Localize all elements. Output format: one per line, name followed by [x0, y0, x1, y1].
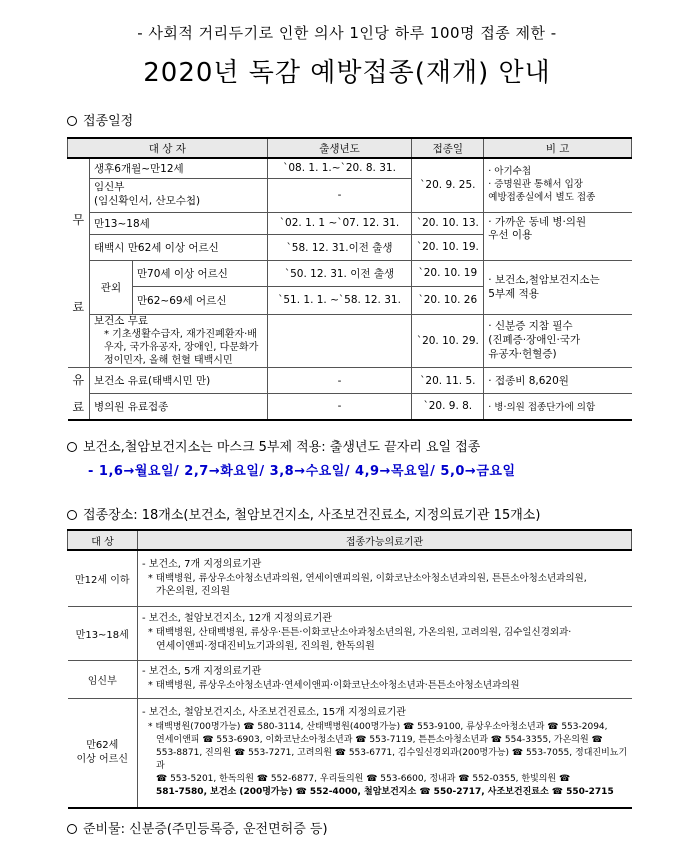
table-cell: `20. 10. 29. — [412, 314, 484, 368]
table-cell: `20. 10. 19 — [412, 260, 484, 286]
circle-bullet-icon — [67, 442, 77, 452]
table-cell: - 보건소, 5개 지정의료기관 * 태백병원, 류상우소아청소년과·연세이앤피·이화코난소아청소년과·튼튼소아청소년과의원 — [138, 660, 632, 698]
col-header-birth: 출생년도 — [267, 138, 412, 158]
table-cell: 만12세 이하 — [68, 550, 138, 606]
table-cell: `58. 12. 31.이전 출생 — [267, 234, 412, 260]
table-cell: - — [267, 394, 412, 420]
col-header-target: 대 상 자 — [68, 138, 268, 158]
location-table — [67, 529, 632, 809]
section-prep-heading: 준비물: 신분증(주민등록증, 운전면허증 등) — [67, 818, 328, 837]
table-cell: `08. 1. 1.~`20. 8. 31. — [267, 158, 412, 178]
table-cell: 만13~18세 — [89, 212, 267, 234]
table-cell: 만62세 이상 어르신 — [68, 698, 138, 808]
table-cell: `20. 9. 8. — [412, 394, 484, 420]
table-cell: - 보건소, 철암보건지소, 12개 지정의료기관 * 태백병원, 산태백병원, 류상우·튼튼·이화코난소아과청소년의원, 가온의원, 고려의원, 김수일신경외과· 연세이앤피·정대진비뇨기과의원, 진의원, 한독의원 — [138, 606, 632, 660]
group-paid: 유 료 — [68, 368, 90, 420]
col-header-target: 대 상 — [68, 530, 138, 550]
table-cell: 생후6개월~만12세 — [89, 158, 267, 178]
table-cell: · 접종비 8,620원 — [484, 368, 632, 394]
table-cell: `20. 11. 5. — [412, 368, 484, 394]
table-cell: · 병·의원 접종단가에 의함 — [484, 394, 632, 420]
subtitle: - 사회적 거리두기로 인한 의사 1인당 하루 100명 접종 제한 - — [137, 24, 557, 42]
table-cell: 보건소 유료(태백시민 만) — [89, 368, 267, 394]
table-cell: `50. 12. 31. 이전 출생 — [267, 260, 412, 286]
table-cell: - — [267, 314, 412, 368]
table-cell: · 신분증 지참 필수 (진폐증·장애인·국가 유공자·헌혈증) — [484, 314, 632, 368]
col-header-note: 비 고 — [484, 138, 632, 158]
table-cell: `20. 9. 25. — [412, 158, 484, 212]
table-cell: `20. 10. 19. — [412, 234, 484, 260]
table-cell: 태백시 만62세 이상 어르신 — [89, 234, 267, 260]
weekday-rule: - 1,6→월요일/ 2,7→화요일/ 3,8→수요일/ 4,9→목요일/ 5,0→금요일 — [88, 464, 516, 479]
table-cell: 관외 — [89, 260, 132, 314]
table-cell: `20. 10. 13. — [412, 212, 484, 234]
col-header-date: 접종일 — [412, 138, 484, 158]
table-cell: `51. 1. 1. ~`58. 12. 31. — [267, 286, 412, 314]
table-cell: - 보건소, 7개 지정의료기관 * 태백병원, 류상우소아청소년과의원, 연세이앤피의원, 이화코난소아청소년과의원, 튼튼소아청소년과의원, 가온의원, 진의원 — [138, 550, 632, 606]
table-cell: 만13~18세 — [68, 606, 138, 660]
table-cell: 병의원 유료접종 — [89, 394, 267, 420]
circle-bullet-icon — [67, 510, 77, 520]
table-cell: · 아기수첩 · 증명원관 통해서 입장 예방접종실에서 별도 접종 — [484, 158, 632, 212]
table-cell: 보건소 무료 * 기초생활수급자, 재가진폐환자·배우자, 국가유공자, 장애인, 다문화가정이민자, 올해 헌혈 태백시민 — [89, 314, 267, 368]
table-cell: - — [267, 368, 412, 394]
table-cell: `02. 1. 1 ~`07. 12. 31. — [267, 212, 412, 234]
col-header-institutions: 접종가능의료기관 — [138, 530, 632, 550]
table-cell: - 보건소, 철암보건지소, 사조보건진료소, 15개 지정의료기관 * 태백병원(700명가능) ☎ 580-3114, 산태백병원(400명가능) ☎ 553-9100, 류상우소아청소년과 ☎ 553-2094, 연세이앤피 ☎ 553-6903, 이화코난소아청소년과 ☎ 553-7119, 튼튼소아청소년과 ☎ 554-3355, 가온의원 ☎ 553-8871, 진의원 ☎ 553-7271, 고려의원 ☎ 553-6771, 김수일신경외과(200명가능) ☎ 553-7055, 정대진비뇨기과 ☎ 553-5201, 한독의원 ☎ 552-6877, 우리들의원 ☎ 553-6600, 정내과 ☎ 552-0355, 한빛의원 ☎ 581-7580, 보건소 (200명가능) ☎ 552-4000, 철암보건지소 ☎ 550-2717, 사조보건진료소 ☎ 550-2715 — [138, 698, 632, 808]
circle-bullet-icon — [67, 824, 77, 834]
section-location-heading: 접종장소: 18개소(보건소, 철암보건지소, 사조보건진료소, 지정의료기관 15개소) — [67, 504, 540, 523]
table-cell: 임신부 — [68, 660, 138, 698]
section-schedule-heading: 접종일정 — [67, 110, 133, 129]
circle-bullet-icon — [67, 116, 77, 126]
table-cell: · 가까운 동네 병·의원 우선 이용 — [484, 212, 632, 260]
table-cell: - — [267, 178, 412, 212]
page-title: 2020년 독감 예방접종(재개) 안내 — [143, 58, 551, 88]
table-cell: 만62~69세 어르신 — [132, 286, 267, 314]
section-5bu-heading: 보건소,철암보건지소는 마스크 5부제 적용: 출생년도 끝자리 요일 접종 — [67, 436, 480, 455]
table-cell: 임신부 (임신확인서, 산모수첩) — [89, 178, 267, 212]
group-free: 무 료 — [68, 158, 90, 368]
schedule-table — [67, 137, 632, 421]
table-cell: 만70세 이상 어르신 — [132, 260, 267, 286]
table-cell: `20. 10. 26 — [412, 286, 484, 314]
table-cell: · 보건소,철암보건지소는 5부제 적용 — [484, 260, 632, 314]
